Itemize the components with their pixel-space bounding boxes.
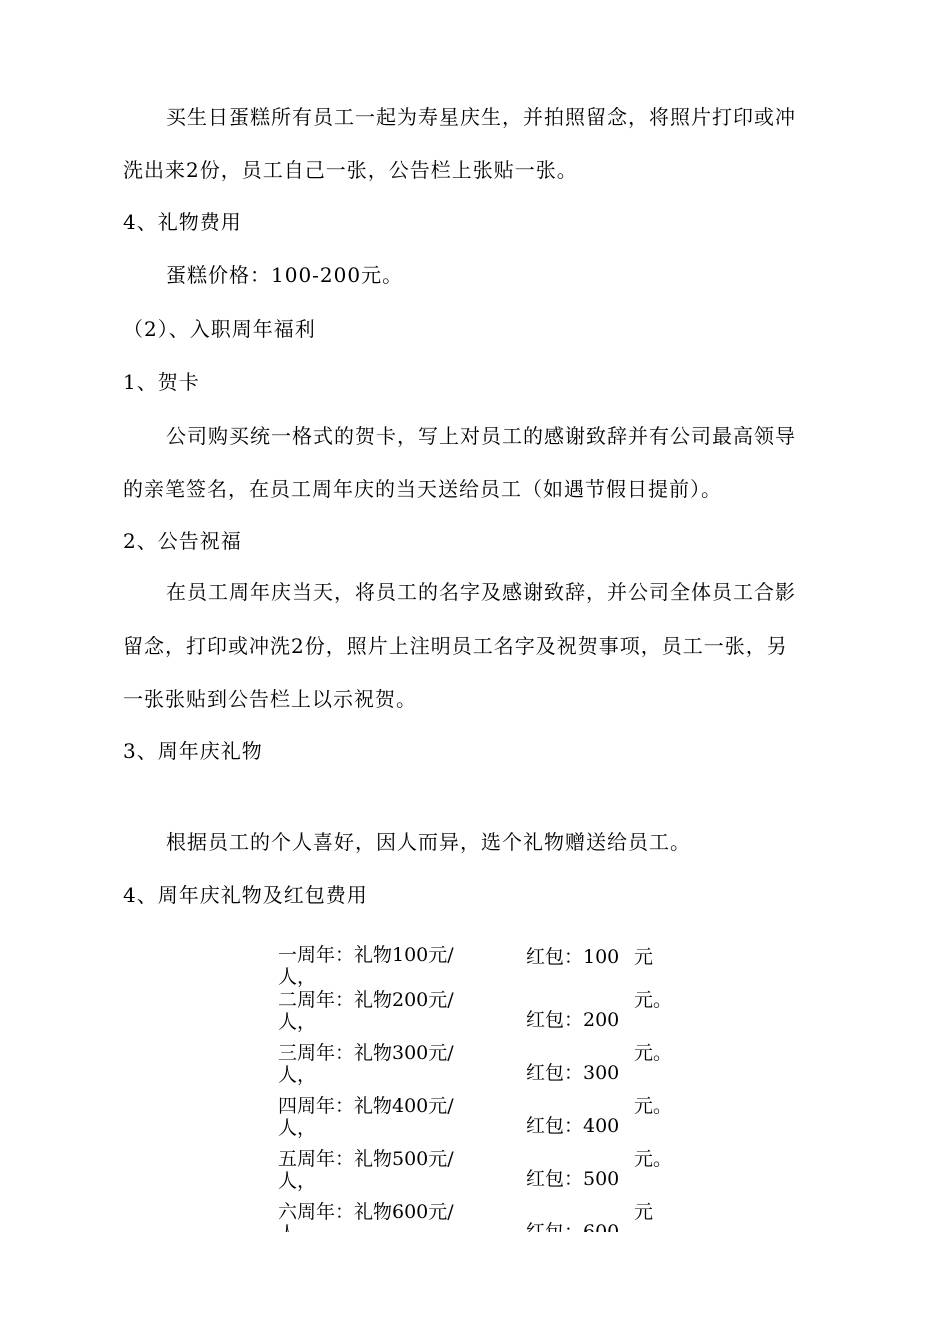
yuan-cell: 元。 (634, 1148, 673, 1170)
hongbao-cell: 红包：500 (526, 1168, 620, 1190)
page-bottom-margin (0, 1232, 950, 1344)
section-heading: 3、周年庆礼物 (123, 739, 263, 763)
hongbao-cell: 红包：400 (526, 1115, 620, 1137)
body-paragraph: 一张张贴到公告栏上以示祝贺。 (123, 687, 417, 711)
table-row (276, 940, 676, 988)
gift-cell: 三周年：礼物300元/人， (278, 1042, 454, 1086)
hongbao-cell: 红包：300 (526, 1062, 620, 1084)
yuan-cell: 元。 (634, 1042, 673, 1064)
hongbao-cell: 红包：100 (526, 946, 620, 968)
body-paragraph: 洗出来2份，员工自己一张，公告栏上张贴一张。 (123, 158, 578, 182)
body-paragraph: 的亲笔签名，在员工周年庆的当天送给员工（如遇节假日提前）。 (123, 477, 722, 501)
body-paragraph: 蛋糕价格：100-200元。 (166, 263, 404, 287)
section-heading: 4、礼物费用 (123, 210, 242, 234)
table-row (276, 1091, 676, 1144)
gift-cell: 一周年：礼物100元/人， (278, 944, 454, 988)
gift-cell: 四周年：礼物400元/人， (278, 1095, 454, 1139)
hongbao-cell: 红包：200 (526, 1009, 620, 1031)
gift-cell: 二周年：礼物200元/人， (278, 989, 454, 1033)
body-paragraph: 公司购买统一格式的贺卡，写上对员工的感谢致辞并有公司最高领导 (166, 424, 796, 448)
section-heading: （2）、入职周年福利 (123, 317, 316, 341)
yuan-cell: 元 (634, 1201, 654, 1223)
gift-cell: 五周年：礼物500元/人， (278, 1148, 454, 1192)
body-paragraph: 根据员工的个人喜好，因人而异，选个礼物赠送给员工。 (166, 830, 691, 854)
gift-cell: 六周年：礼物600元/ (278, 1201, 454, 1223)
body-paragraph: 在员工周年庆当天，将员工的名字及感谢致辞，并公司全体员工合影 (166, 580, 796, 604)
anniversary-fee-table (276, 940, 676, 1250)
table-row (276, 1038, 676, 1091)
yuan-cell: 元 (634, 946, 654, 968)
section-heading: 2、公告祝福 (123, 529, 242, 553)
body-paragraph: 买生日蛋糕所有员工一起为寿星庆生，并拍照留念，将照片打印或冲 (166, 105, 796, 129)
yuan-cell: 元。 (634, 1095, 673, 1117)
section-heading: 4、周年庆礼物及红包费用 (123, 883, 368, 907)
section-heading: 1、贺卡 (123, 370, 200, 394)
yuan-cell: 元。 (634, 989, 673, 1011)
table-row (276, 1144, 676, 1197)
table-row (276, 985, 676, 1038)
body-paragraph: 留念，打印或冲洗2份，照片上注明员工名字及祝贺事项，员工一张，另 (123, 634, 788, 658)
